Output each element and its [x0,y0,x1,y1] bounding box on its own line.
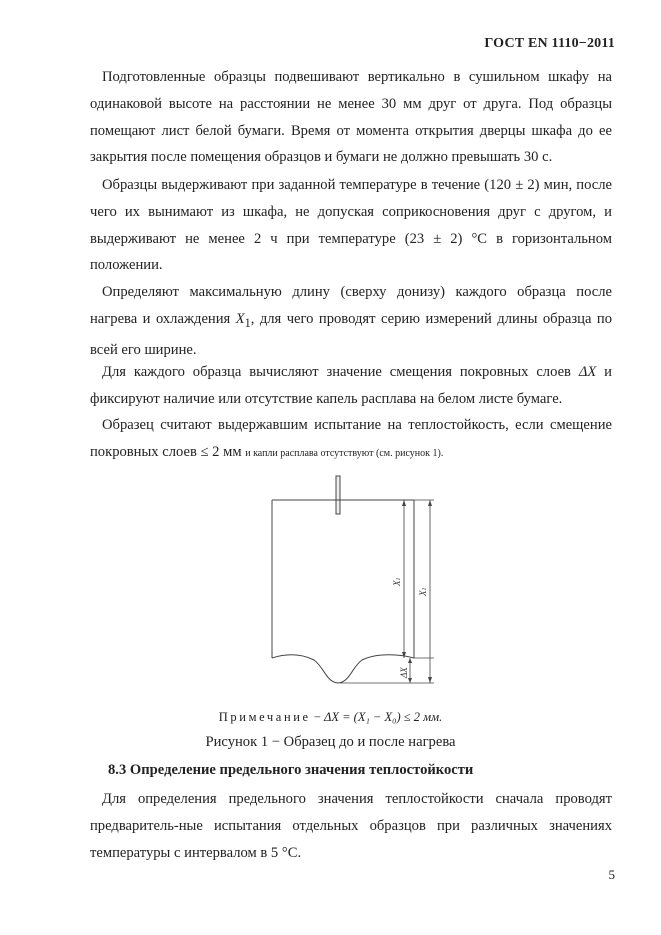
symbol-delta-x: ΔX [578,364,597,380]
figure-label-dx: ΔX [399,667,409,678]
paragraph-displacement-text-a: Для каждого образца вычисляют значение смещения покровных слоев [102,364,579,380]
page-number: 5 [608,867,615,882]
paragraph-pass-criteria-text-small: и капли расплава отсутствуют (см. рисунок 1). [245,447,444,459]
note-formula: ΔX = (X₁ − X₀) ≤ 2 мм. [324,710,443,724]
figure-label-x1: X1 [392,577,402,586]
sample-bottom-sag [272,655,414,683]
arrow-dx-top [408,658,412,663]
section-number: 8.3 [108,762,127,778]
symbol-x1: X [235,310,245,327]
section-heading [108,762,473,779]
figure-sample-diagram [258,470,438,692]
paragraph-preliminary-tests: Для определения предельного значения теплостойкости сначала проводят предваритель-ные испытания отдельных образцов при различных значениях температуры с интервалом в 5 °С. [90,791,612,861]
hanger-pin [336,476,340,514]
paragraph-max-length [90,279,612,363]
note-label: Примечание [218,710,311,724]
arrow-x-bottom [428,677,432,683]
figure-label-x: X1 [418,587,428,596]
paragraph-displacement [90,359,612,413]
figure-note [0,710,661,725]
arrow-x1-top [402,500,406,506]
paragraph-max-length-text-b: , для чего проводят серию измерений длины образца по всей его ширине. [90,310,612,358]
figure-caption: Рисунок 1 − Образец до и после нагрева [205,734,456,750]
arrow-x-top [428,500,432,506]
note-dash: − [310,710,324,724]
arrow-x1-bottom [402,652,406,658]
paragraph-max-length-text-a: Определяют максимальную длину (сверху донизу) каждого образца после нагрева и охлаждения [90,284,612,327]
document-header: ГОСТ EN 1110−2011 [484,36,615,51]
paragraph-holding-temperature: Образцы выдерживают при заданной температуре в течение (120 ± 2) мин, после чего их вынимают из шкафа, не допуская соприкосновения друг с другом, и выдерживают не менее 2 ч при температуре (23 ± 2) °С в горизонтальном положении. [90,177,612,274]
symbol-x1-subscript: 1 [244,315,251,330]
paragraph-sample-hanging: Подготовленные образцы подвешивают вертикально в сушильном шкафу на одинаковой высоте на расстоянии не менее 30 мм друг от друга. Под образцы помещают лист белой бумаги. Время от момента открытия дверцы шкафа до ее закрытия после помещения образцов и бумаги не должно превышать 30 с. [90,69,612,166]
paragraph-pass-criteria-text-a: Образец считают выдержавшим испытание на теплостойкость, если смещение покровных слоев ≤ 2 мм [90,417,612,460]
paragraph-pass-criteria [90,412,612,468]
section-title: Определение предельного значения теплостойкости [129,762,474,778]
paragraph-displacement-text-b: и фиксируют наличие или отсутствие капель расплава на белом листе бумаге. [90,364,612,407]
